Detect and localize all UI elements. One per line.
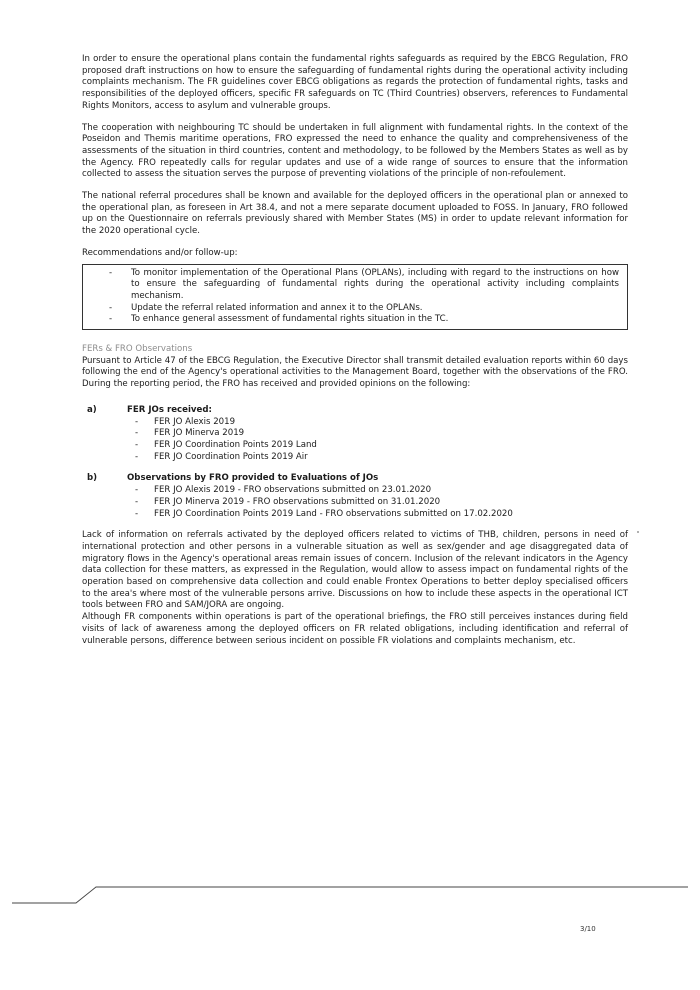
paragraph-awareness: Although FR components within operations is part of the operational briefings, the FRO still perceives instances during field visits of lack of awareness among the deployed officers on FR related obligations, including identification and referral of vulnerable persons, difference between serious incident on possible FR violations and complaints mechanism, etc. (82, 612, 628, 646)
paragraph-tc-cooperation: The cooperation with neighbouring TC should be undertaken in full alignment with fundamental rights. In the context of the Poseidon and Themis maritime operations, FRO expressed the need to enhance the quality and comprehensiveness of the assessments of the situation in third countries, content and methodology, to be followed by the Members States as well as by the Agency. FRO repeatedly calls for regular updates and use of a wide range of sources to ensure that the information collected to assess the situation serves the purpose of preventing violations of the principle of non-refoulement. (82, 122, 628, 180)
list-item: - FER JO Minerva 2019 - FRO observations submitted on 31.01.2020 (82, 497, 628, 509)
paragraph-referral-procedures: The national referral procedures shall be known and available for the deployed officers in the operational plan or annexed to the operational plan, as foreseen in Art 38.4, and not a mere separate document uploaded to FOSS. In January, FRO followed up on the Questionnaire on referrals previously shared with Member States (MS) in order to update relevant information for the 2020 operational cycle. (82, 191, 628, 237)
list-item: - To monitor implementation of the Operational Plans (OPLANs), including with regard to the instructions on how to ensure the safeguarding of fundamental rights during the operational activity including complaints mechanism. (91, 268, 619, 303)
list-item: - To enhance general assessment of fundamental rights situation in the TC. (91, 314, 619, 326)
list-heading: FER JOs received: (127, 404, 212, 415)
list-heading: Observations by FRO provided to Evaluations of JOs (127, 473, 379, 484)
section-intro: Pursuant to Article 47 of the EBCG Regulation, the Executive Director shall transmit detailed evaluation reports within 60 days following the end of the Agency's operational activities to the Management Board, together with the observations of the FRO. During the reporting period, the FRO has received and provided opinions on the following: (82, 355, 628, 390)
list-item: - FER JO Alexis 2019 - FRO observations submitted on 23.01.2020 (82, 485, 628, 497)
recommendations-heading: Recommendations and/or follow-up: (82, 247, 238, 258)
page-number: 3/10 (580, 925, 596, 933)
list-item: - FER JO Minerva 2019 (82, 428, 628, 440)
list-item: - FER JO Coordination Points 2019 Land - FRO observations submitted on 17.02.2020 (82, 509, 628, 521)
list-item: - FER JO Coordination Points 2019 Land (82, 440, 628, 452)
paragraph-fr-safeguards: In order to ensure the operational plans contain the fundamental rights safeguards as required by the EBCG Regulation, FRO proposed draft instructions on how to ensure the safeguarding of fundamental rights during the operational activity including complaints mechanism. The FR guidelines cover EBCG obligations as regards the protection of fundamental rights, tasks and responsibilities of the deployed officers, specific FR safeguards on TC (Third Countries) observers, references to Fundamental Rights Monitors, access to asylum and vulnerable groups. (82, 54, 628, 111)
list-label: a) (87, 404, 97, 415)
list-item: - Update the referral related information and annex it to the OPLANs. (91, 303, 619, 315)
list-label: b) (87, 473, 98, 484)
section-title: FERs & FRO Observations (82, 344, 193, 355)
list-item: - FER JO Alexis 2019 (82, 417, 628, 429)
list-item: - FER JO Coordination Points 2019 Air (82, 452, 628, 464)
paragraph-data-concerns: Lack of information on referrals activated by the deployed officers related to victims of THB, children, persons in need of international protection and other persons in a vulnerable situation as well as sex/gender and age disaggregated data of migratory flows in the Agency's operational areas remain issues of concern. Inclusion of the relevant indicators in the Agency data collection for these matters, as expressed in the Regulation, would allow to assess impact on fundamental rights of the operation based on comprehensive data collection and could enable Frontex Operations to better deploy specialised officers to the area's where most of the vulnerable persons arrive. Discussions on how to include these aspects in the operational ICT tools between FRO and SAM/JORA are ongoing. (82, 530, 628, 611)
